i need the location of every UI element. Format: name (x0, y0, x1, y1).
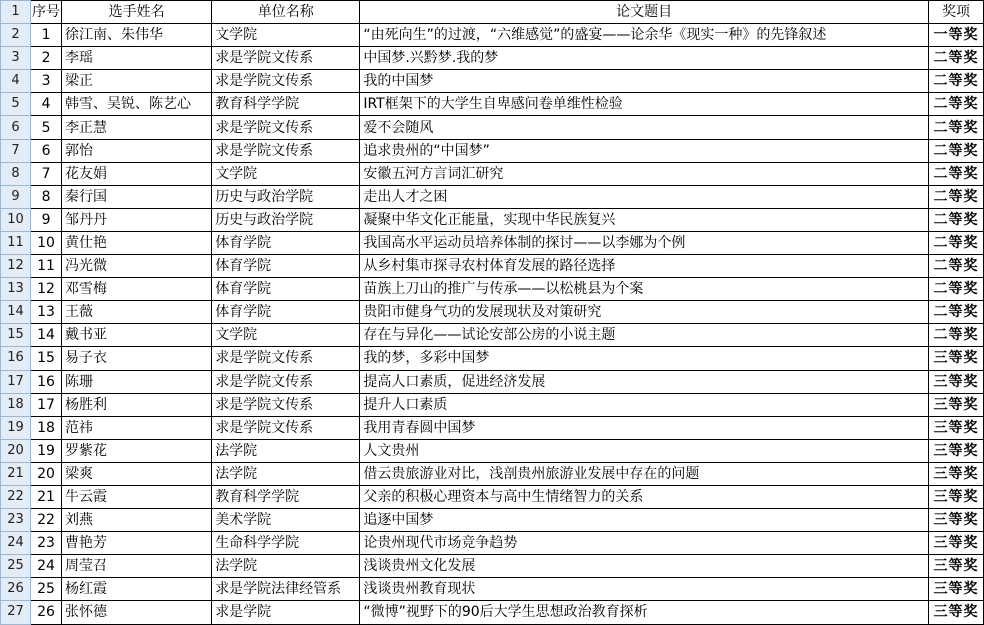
row-header[interactable]: 13 (1, 278, 31, 301)
row-header[interactable]: 4 (1, 70, 31, 93)
row-header[interactable]: 21 (1, 462, 31, 485)
cell-no[interactable]: 15 (31, 347, 62, 370)
cell-unit[interactable]: 求是学院文传系 (212, 116, 360, 139)
cell-award[interactable]: 三等奖 (928, 393, 983, 416)
cell-title[interactable]: 借云贵旅游业对比，浅剖贵州旅游业发展中存在的问题 (360, 462, 929, 485)
table-row (1, 139, 984, 162)
cell-name[interactable]: 曹艳芳 (62, 532, 212, 555)
cell-name[interactable]: 邓雪梅 (62, 278, 212, 301)
cell-name[interactable]: 周莹召 (62, 555, 212, 578)
row-header[interactable]: 7 (1, 139, 31, 162)
cell-unit[interactable]: 求是学院 (212, 601, 360, 624)
cell-no[interactable]: 12 (31, 278, 62, 301)
cell-name[interactable]: 徐江南、朱伟华 (62, 24, 212, 47)
cell-unit[interactable]: 历史与政治学院 (212, 208, 360, 231)
cell-unit[interactable]: 文学院 (212, 24, 360, 47)
cell-award[interactable]: 二等奖 (928, 185, 983, 208)
cell-award[interactable]: 三等奖 (928, 462, 983, 485)
table-row (1, 231, 984, 254)
header-cell-award[interactable]: 奖项 (928, 1, 983, 24)
cell-award[interactable]: 三等奖 (928, 578, 983, 601)
row-header[interactable]: 20 (1, 439, 31, 462)
cell-title[interactable]: 提升人口素质 (360, 393, 929, 416)
row-header[interactable]: 5 (1, 93, 31, 116)
cell-name[interactable]: 戴书亚 (62, 324, 212, 347)
cell-name[interactable]: 梁正 (62, 70, 212, 93)
cell-award[interactable]: 一等奖 (928, 24, 983, 47)
cell-name[interactable]: 李正慧 (62, 116, 212, 139)
row-header[interactable]: 3 (1, 47, 31, 70)
table-row (1, 370, 984, 393)
table-row (1, 47, 984, 70)
table-row (1, 24, 984, 47)
cell-unit[interactable]: 求是学院文传系 (212, 347, 360, 370)
cell-no[interactable]: 2 (31, 47, 62, 70)
cell-award[interactable]: 二等奖 (928, 47, 983, 70)
cell-award[interactable]: 三等奖 (928, 532, 983, 555)
row-header[interactable]: 2 (1, 24, 31, 47)
row-header[interactable]: 15 (1, 324, 31, 347)
cell-title[interactable]: 走出人才之困 (360, 185, 929, 208)
table-row (1, 93, 984, 116)
cell-no[interactable]: 19 (31, 439, 62, 462)
cell-unit[interactable]: 求是学院法律经管系 (212, 578, 360, 601)
cell-unit[interactable]: 法学院 (212, 555, 360, 578)
cell-award[interactable]: 二等奖 (928, 301, 983, 324)
cell-title[interactable]: 追求贵州的“中国梦” (360, 139, 929, 162)
cell-unit[interactable]: 体育学院 (212, 231, 360, 254)
cell-unit[interactable]: 美术学院 (212, 509, 360, 532)
cell-no[interactable]: 14 (31, 324, 62, 347)
cell-award[interactable]: 二等奖 (928, 255, 983, 278)
cell-unit[interactable]: 求是学院文传系 (212, 416, 360, 439)
table-row (1, 116, 984, 139)
header-row (1, 1, 984, 24)
cell-name[interactable]: 黄仕艳 (62, 231, 212, 254)
table-row (1, 462, 984, 485)
cell-name[interactable]: 张怀德 (62, 601, 212, 624)
table-row (1, 532, 984, 555)
header-cell-unit[interactable]: 单位名称 (212, 1, 360, 24)
cell-no[interactable]: 23 (31, 532, 62, 555)
row-header[interactable]: 9 (1, 185, 31, 208)
row-header[interactable]: 18 (1, 393, 31, 416)
cell-name[interactable]: 易子衣 (62, 347, 212, 370)
cell-unit[interactable]: 教育科学学院 (212, 93, 360, 116)
cell-no[interactable]: 1 (31, 24, 62, 47)
cell-name[interactable]: 陈珊 (62, 370, 212, 393)
cell-no[interactable]: 26 (31, 601, 62, 624)
cell-award[interactable]: 二等奖 (928, 231, 983, 254)
cell-no[interactable]: 9 (31, 208, 62, 231)
cell-title[interactable]: 浅谈贵州教育现状 (360, 578, 929, 601)
cell-title[interactable]: 人文贵州 (360, 439, 929, 462)
cell-award[interactable]: 二等奖 (928, 93, 983, 116)
cell-title[interactable]: 我用青春圆中国梦 (360, 416, 929, 439)
row-header[interactable]: 1 (1, 1, 31, 24)
cell-no[interactable]: 11 (31, 255, 62, 278)
cell-award[interactable]: 三等奖 (928, 439, 983, 462)
cell-award[interactable]: 二等奖 (928, 208, 983, 231)
table-row (1, 162, 984, 185)
cell-name[interactable]: 邹丹丹 (62, 208, 212, 231)
cell-title[interactable]: 我的梦，多彩中国梦 (360, 347, 929, 370)
cell-unit[interactable]: 体育学院 (212, 278, 360, 301)
cell-name[interactable]: 牛云霞 (62, 485, 212, 508)
row-header[interactable]: 14 (1, 301, 31, 324)
cell-award[interactable]: 二等奖 (928, 278, 983, 301)
table-row (1, 509, 984, 532)
cell-title[interactable]: 凝聚中华文化正能量，实现中华民族复兴 (360, 208, 929, 231)
cell-award[interactable]: 二等奖 (928, 324, 983, 347)
cell-unit[interactable]: 历史与政治学院 (212, 185, 360, 208)
cell-name[interactable]: 花友娟 (62, 162, 212, 185)
row-header[interactable]: 6 (1, 116, 31, 139)
cell-title[interactable]: 我的中国梦 (360, 70, 929, 93)
cell-no[interactable]: 4 (31, 93, 62, 116)
table-row (1, 555, 984, 578)
cell-unit[interactable]: 法学院 (212, 462, 360, 485)
cell-no[interactable]: 7 (31, 162, 62, 185)
row-header[interactable]: 16 (1, 347, 31, 370)
cell-title[interactable]: 苗族上刀山的推广与传承——以松桃县为个案 (360, 278, 929, 301)
cell-name[interactable]: 秦行国 (62, 185, 212, 208)
cell-award[interactable]: 三等奖 (928, 485, 983, 508)
cell-unit[interactable]: 求是学院文传系 (212, 70, 360, 93)
cell-award[interactable]: 二等奖 (928, 139, 983, 162)
row-header[interactable]: 10 (1, 208, 31, 231)
row-header[interactable]: 17 (1, 370, 31, 393)
cell-no[interactable]: 13 (31, 301, 62, 324)
cell-name[interactable]: 王薇 (62, 301, 212, 324)
cell-name[interactable]: 杨红霞 (62, 578, 212, 601)
table-row (1, 578, 984, 601)
cell-name[interactable]: 范祎 (62, 416, 212, 439)
cell-no[interactable]: 22 (31, 509, 62, 532)
cell-name[interactable]: 冯光微 (62, 255, 212, 278)
cell-award[interactable]: 三等奖 (928, 416, 983, 439)
row-header[interactable]: 26 (1, 578, 31, 601)
cell-name[interactable]: 韩雪、吴锐、陈艺心 (62, 93, 212, 116)
cell-unit[interactable]: 求是学院文传系 (212, 370, 360, 393)
table-row (1, 416, 984, 439)
table-row (1, 485, 984, 508)
table-row (1, 601, 984, 624)
cell-title[interactable]: 爱不会随风 (360, 116, 929, 139)
cell-no[interactable]: 16 (31, 370, 62, 393)
header-cell-name[interactable]: 选手姓名 (62, 1, 212, 24)
header-cell-title[interactable]: 论文题目 (360, 1, 929, 24)
table-row (1, 70, 984, 93)
row-header[interactable]: 24 (1, 532, 31, 555)
cell-no[interactable]: 3 (31, 70, 62, 93)
row-header[interactable]: 25 (1, 555, 31, 578)
table-row (1, 278, 984, 301)
table-row (1, 208, 984, 231)
row-header[interactable]: 11 (1, 231, 31, 254)
cell-award[interactable]: 二等奖 (928, 116, 983, 139)
cell-award[interactable]: 二等奖 (928, 162, 983, 185)
cell-award[interactable]: 三等奖 (928, 555, 983, 578)
row-header[interactable]: 23 (1, 509, 31, 532)
row-header[interactable]: 19 (1, 416, 31, 439)
cell-no[interactable]: 24 (31, 555, 62, 578)
cell-unit[interactable]: 求是学院文传系 (212, 47, 360, 70)
cell-title[interactable]: 论贵州现代市场竞争趋势 (360, 532, 929, 555)
cell-no[interactable]: 20 (31, 462, 62, 485)
cell-title[interactable]: 追逐中国梦 (360, 509, 929, 532)
cell-name[interactable]: 梁爽 (62, 462, 212, 485)
cell-unit[interactable]: 法学院 (212, 439, 360, 462)
cell-unit[interactable]: 体育学院 (212, 255, 360, 278)
cell-title[interactable]: 中国梦.兴黔梦.我的梦 (360, 47, 929, 70)
cell-no[interactable]: 21 (31, 485, 62, 508)
row-header[interactable]: 12 (1, 255, 31, 278)
cell-title[interactable]: 父亲的积极心理资本与高中生情绪智力的关系 (360, 485, 929, 508)
cell-name[interactable]: 李瑶 (62, 47, 212, 70)
table-row (1, 185, 984, 208)
cell-award[interactable]: 二等奖 (928, 70, 983, 93)
cell-no[interactable]: 6 (31, 139, 62, 162)
cell-no[interactable]: 10 (31, 231, 62, 254)
cell-award[interactable]: 三等奖 (928, 601, 983, 624)
cell-name[interactable]: 杨胜利 (62, 393, 212, 416)
table-row (1, 393, 984, 416)
cell-no[interactable]: 5 (31, 116, 62, 139)
cell-award[interactable]: 三等奖 (928, 509, 983, 532)
cell-title[interactable]: IRT框架下的大学生自卑感问卷单维性检验 (360, 93, 929, 116)
table-row (1, 301, 984, 324)
cell-award[interactable]: 三等奖 (928, 370, 983, 393)
table-row (1, 439, 984, 462)
cell-unit[interactable]: 文学院 (212, 324, 360, 347)
cell-no[interactable]: 25 (31, 578, 62, 601)
row-header[interactable]: 22 (1, 485, 31, 508)
cell-unit[interactable]: 求是学院文传系 (212, 393, 360, 416)
cell-unit[interactable]: 体育学院 (212, 301, 360, 324)
cell-unit[interactable]: 生命科学学院 (212, 532, 360, 555)
table-row (1, 255, 984, 278)
cell-title[interactable]: 从乡村集市探寻农村体育发展的路径选择 (360, 255, 929, 278)
cell-unit[interactable]: 教育科学学院 (212, 485, 360, 508)
row-header[interactable]: 8 (1, 162, 31, 185)
cell-title[interactable]: 提高人口素质，促进经济发展 (360, 370, 929, 393)
row-header[interactable]: 27 (1, 601, 31, 624)
header-cell-no[interactable]: 序号 (31, 1, 62, 24)
table-row (1, 324, 984, 347)
cell-no[interactable]: 8 (31, 185, 62, 208)
cell-title[interactable]: 浅谈贵州文化发展 (360, 555, 929, 578)
cell-award[interactable]: 三等奖 (928, 347, 983, 370)
cell-unit[interactable]: 文学院 (212, 162, 360, 185)
cell-name[interactable]: 罗紫花 (62, 439, 212, 462)
cell-name[interactable]: 刘燕 (62, 509, 212, 532)
cell-unit[interactable]: 求是学院文传系 (212, 139, 360, 162)
cell-title[interactable]: “由死向生”的过渡，“六维感觉”的盛宴——论余华《现实一种》的先锋叙述 (360, 24, 929, 47)
cell-title[interactable]: 我国高水平运动员培养体制的探讨——以李娜为个例 (360, 231, 929, 254)
cell-title[interactable]: 存在与异化——试论安部公房的小说主题 (360, 324, 929, 347)
table-row (1, 347, 984, 370)
cell-no[interactable]: 18 (31, 416, 62, 439)
cell-title[interactable]: 安徽五河方言词汇研究 (360, 162, 929, 185)
cell-no[interactable]: 17 (31, 393, 62, 416)
cell-name[interactable]: 郭怡 (62, 139, 212, 162)
cell-title[interactable]: 贵阳市健身气功的发展现状及对策研究 (360, 301, 929, 324)
cell-title[interactable]: “微博”视野下的90后大学生思想政治教育探析 (360, 601, 929, 624)
